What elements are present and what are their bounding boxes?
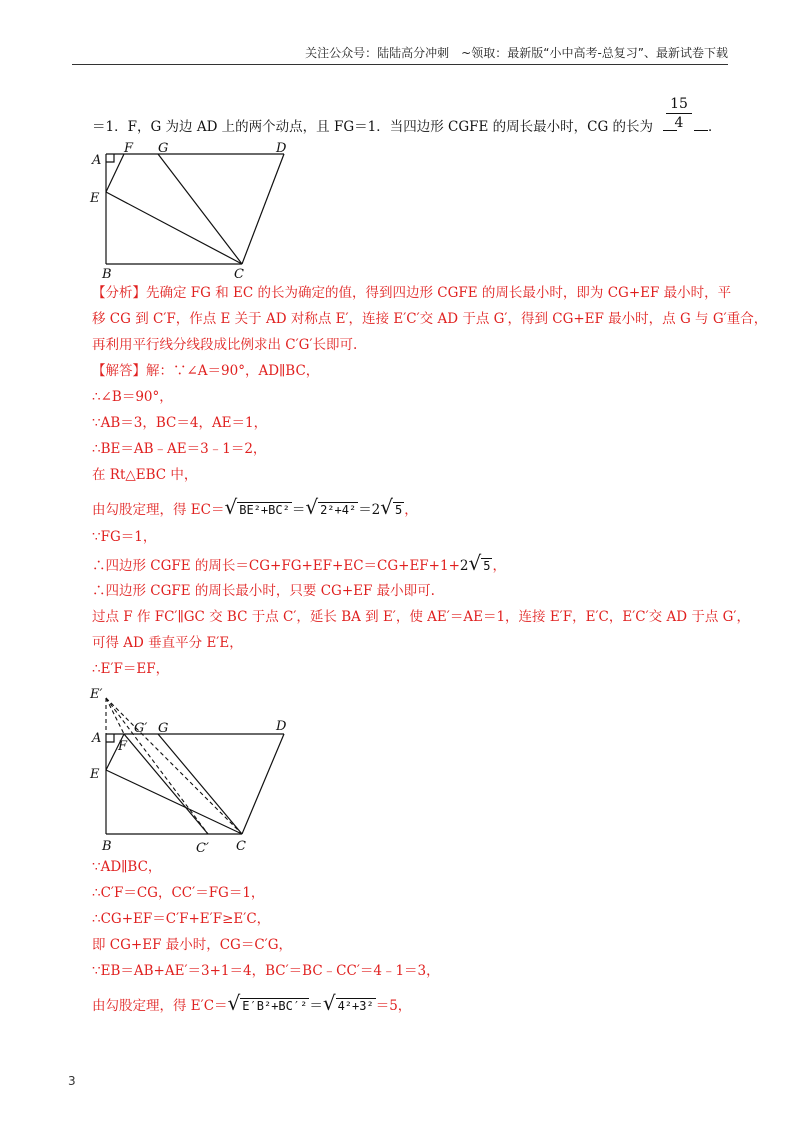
coef-2: 2 [459, 558, 469, 574]
ec-prime-text: 由勾股定理，得 E′C＝ [92, 998, 228, 1014]
fig1-label-C: C [234, 267, 244, 280]
solution-line-17: ∵EB＝AB+AE′＝3+1＝4，BC′＝BC﹣CC′＝4﹣1＝3， [92, 963, 440, 979]
question-line: ＝1．F，G 为边 AD 上的两个动点，且 FG＝1．当四边形 CGFE 的周长最小时，CG 的长为 [92, 119, 654, 135]
eq-2: ＝2 [358, 502, 381, 518]
solution-line-6: 由勾股定理，得 EC＝√ BE²+BC² ＝√ 2²+4² ＝2√ 5 ， [92, 495, 418, 519]
solution-line-11: 可得 AD 垂直平分 E′E， [92, 635, 243, 651]
solution-line-14: ∴C′F＝CG，CC′＝FG＝1， [92, 885, 265, 901]
solution-line-7: ∵FG＝1， [92, 529, 157, 545]
result-5: ＝5， [375, 998, 412, 1014]
question-text [92, 118, 677, 136]
fig2-label-D: D [276, 719, 287, 734]
eq-1: ＝ [291, 502, 306, 518]
page-header: 关注公众号：陆陆高分冲刺 ~领取：最新版“小中高考-总复习”、最新试卷下载 [305, 46, 728, 60]
radicand-6: 4²+3² [337, 999, 374, 1013]
answer-denominator: 4 [674, 115, 684, 131]
page-number: 3 [68, 1074, 76, 1088]
fig2-label-E: E [90, 767, 100, 782]
analysis-line-3: 再利用平行线分线段成比例求出 C′G′长即可. [92, 337, 358, 353]
solution-line-18: 由勾股定理，得 E′C＝√ E′B²+BC′² ＝√ 4²+3² ＝5， [92, 991, 412, 1015]
fig1-label-E: E [90, 191, 100, 206]
fig1-label-G: G [158, 141, 169, 156]
fig2-label-B: B [102, 839, 112, 854]
radicand-3: 5 [395, 503, 403, 517]
radicand-5: E′B²+BC′² [242, 999, 308, 1013]
answer-blank-right [694, 129, 708, 131]
solution-line-4: ∴BE＝AB﹣AE＝3﹣1＝2， [92, 441, 267, 457]
fig2-label-A: A [92, 731, 102, 746]
solution-line-13: ∵AD∥BC， [92, 859, 162, 875]
radicand-4: 5 [483, 559, 491, 573]
perimeter-text: ∴四边形 CGFE 的周长＝CG+FG+EF+EC＝CG+EF+1+ [92, 558, 460, 574]
fig2-label-Cprime: C′ [196, 841, 209, 856]
fraction-bar [666, 113, 692, 114]
solution-line-1: 【解答】解：∵∠A＝90°，AD∥BC， [92, 363, 320, 379]
ec-text: 由勾股定理，得 EC＝ [92, 502, 225, 518]
fig1-label-A: A [92, 153, 102, 168]
figure-2 [86, 684, 296, 856]
solution-line-5: 在 Rt△EBC 中， [92, 467, 198, 483]
radicand-2: 2²+4² [320, 503, 357, 517]
answer-period: ． [708, 119, 722, 135]
fig2-label-F: F [118, 739, 128, 754]
fig2-label-Eprime: E′ [90, 687, 103, 702]
fig1-label-F: F [124, 141, 134, 156]
solution-line-3: ∵AB＝3，BC＝4，AE＝1， [92, 415, 268, 431]
solution-line-15: ∴CG+EF＝C′F+E′F≥E′C， [92, 911, 271, 927]
eq-3: ＝ [309, 998, 323, 1014]
header-divider [72, 64, 728, 65]
solution-line-12: ∴E′F＝EF， [92, 661, 170, 677]
comma-2: ， [492, 558, 506, 574]
fig1-label-B: B [102, 267, 112, 280]
solution-line-10: 过点 F 作 FC′∥GC 交 BC 于点 C′，延长 BA 到 E′，使 AE′＝AE＝1，连接 E′F，E′C，E′C′交 AD 于点 G′， [92, 609, 750, 625]
analysis-line-1: 【分析】先确定 FG 和 EC 的长为确定的值，得到四边形 CGFE 的周长最小时，即为 CG+EF 最小时，平 [92, 285, 732, 301]
fig1-label-D: D [276, 141, 287, 156]
radicand-1: BE²+BC² [239, 503, 290, 517]
solution-line-2: ∴∠B＝90°， [92, 389, 173, 405]
fig2-label-G: G [158, 721, 169, 736]
fig2-label-C: C [236, 839, 246, 854]
solution-line-16: 即 CG+EF 最小时，CG＝C′G， [92, 937, 293, 953]
solution-line-8: ∴四边形 CGFE 的周长＝CG+FG+EF+EC＝CG+EF+1+2√ 5 ， [92, 551, 506, 575]
figure-1 [86, 140, 296, 280]
solution-line-9: ∴四边形 CGFE 的周长最小时，只要 CG+EF 最小即可. [92, 583, 435, 599]
answer-fraction [666, 96, 692, 131]
answer-numerator: 15 [670, 96, 688, 112]
analysis-line-2: 移 CG 到 C′F，作点 E 关于 AD 对称点 E′，连接 E′C′交 AD 于点 G′，得到 CG+EF 最小时，点 G 与 G′重合， [92, 311, 768, 327]
answer-end [694, 118, 722, 136]
fig2-label-Gprime: G′ [134, 721, 148, 736]
comma-1: ， [404, 502, 418, 518]
